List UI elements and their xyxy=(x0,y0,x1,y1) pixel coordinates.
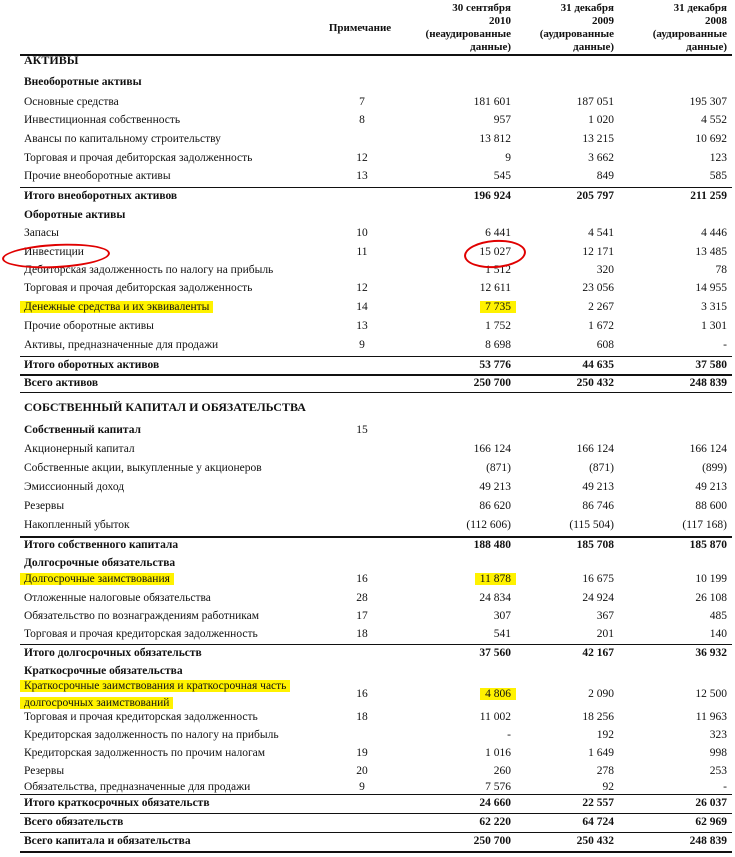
cell-value-2008: 14 955 xyxy=(695,282,727,294)
cell-note: 14 xyxy=(356,301,368,313)
cell-note: 10 xyxy=(356,227,368,239)
row-label xyxy=(24,678,290,712)
highlight-marker: 4 806 xyxy=(480,688,516,700)
cell-value-2009: 2 090 xyxy=(588,688,614,700)
cell-value-2010: 24 660 xyxy=(479,797,511,809)
table-row-capex-adv xyxy=(0,131,735,148)
cell-value-2008: 37 580 xyxy=(695,359,727,371)
table-row-deferred-tax xyxy=(0,590,735,607)
row-label: Накопленный убыток xyxy=(24,519,130,531)
table-row-held-for-sale xyxy=(0,337,735,354)
cell-value-2009: 22 557 xyxy=(582,797,614,809)
cell-value-2009: 4 541 xyxy=(588,227,614,239)
row-label: Итого внеоборотных активов xyxy=(24,190,178,202)
table-row-total-stl xyxy=(0,795,735,812)
table-row-income-tax-pay xyxy=(0,727,735,744)
cell-value-2009: 205 797 xyxy=(576,190,614,202)
table-row-investments xyxy=(0,244,735,261)
cell-value-2008: 36 932 xyxy=(695,647,727,659)
cell-value-2010: (112 606) xyxy=(466,519,511,531)
cell-value-2009: 278 xyxy=(596,765,614,777)
cell-value-2008: 49 213 xyxy=(695,481,727,493)
row-label: Кредиторская задолженность по прочим налогам xyxy=(24,747,266,759)
cell-value-2009: 13 215 xyxy=(582,133,614,145)
table-row-other-tax-pay xyxy=(0,745,735,762)
cell-note: 15 xyxy=(356,424,368,436)
row-label: Активы, предназначенные для продажи xyxy=(24,339,219,351)
table-row-lt-borrowings xyxy=(0,571,735,588)
cell-value-2008: 185 870 xyxy=(689,539,727,551)
row-label: Прочие оборотные активы xyxy=(24,320,154,332)
row-label: Торговая и прочая дебиторская задолженность xyxy=(24,282,253,294)
table-row-acc-loss xyxy=(0,517,735,534)
cell-value-2010 xyxy=(475,571,516,588)
cell-value-2008: 998 xyxy=(709,747,727,759)
row-label: Отложенные налоговые обязательства xyxy=(24,592,211,604)
cell-value-2010: 11 002 xyxy=(479,711,511,723)
table-row-share-premium xyxy=(0,479,735,496)
cell-value-2008: 585 xyxy=(709,170,727,182)
row-label: СОБСТВЕННЫЙ КАПИТАЛ И ОБЯЗАТЕЛЬСТВА xyxy=(24,400,306,414)
row-label: Резервы xyxy=(24,765,65,777)
row-label: Торговая и прочая кредиторская задолженность xyxy=(24,628,258,640)
table-row-current-assets xyxy=(0,207,735,224)
cell-value-2010: (871) xyxy=(486,462,511,474)
table-row-provisions xyxy=(0,763,735,780)
cell-value-2009: 367 xyxy=(596,610,614,622)
cell-value-2008: 3 315 xyxy=(701,301,727,313)
cell-value-2009: 24 924 xyxy=(582,592,614,604)
cell-value-2008: 12 500 xyxy=(695,688,727,700)
row-label: Кредиторская задолженность по налогу на прибыль xyxy=(24,729,279,741)
row-label: Обязательства, предназначенные для продажи xyxy=(24,781,251,793)
table-row-other-ca xyxy=(0,318,735,335)
row-label: Торговая и прочая кредиторская задолженность xyxy=(24,711,258,723)
cell-value-2010: 15 027 xyxy=(479,246,511,258)
cell-value-2008: 78 xyxy=(715,264,727,276)
row-label: Прочие внеоборотные активы xyxy=(24,170,171,182)
row-label: Всего обязательств xyxy=(24,816,124,828)
table-row-treasury xyxy=(0,460,735,477)
row-label: Обязательство по вознаграждениям работникам xyxy=(24,610,260,622)
row-label: Эмиссионный доход xyxy=(24,481,125,493)
cell-note: 17 xyxy=(356,610,368,622)
cell-value-2008: 211 259 xyxy=(690,190,727,202)
table-row-equity xyxy=(0,422,735,439)
table-row-total-ca xyxy=(0,357,735,374)
cell-value-2010: 957 xyxy=(493,114,511,126)
highlight-marker: Денежные средства и их эквиваленты xyxy=(20,301,213,313)
cell-value-2009: 250 432 xyxy=(576,835,614,847)
cell-value-2010: 86 620 xyxy=(479,500,511,512)
cell-value-2010: 9 xyxy=(505,152,511,164)
row-label: Основные средства xyxy=(24,96,119,108)
cell-value-2008: 485 xyxy=(709,610,727,622)
cell-value-2008: 140 xyxy=(709,628,727,640)
cell-value-2010: 24 834 xyxy=(479,592,511,604)
cell-note: 28 xyxy=(356,592,368,604)
row-label: Резервы xyxy=(24,500,65,512)
highlight-marker: долгосрочных заимствований xyxy=(20,697,173,709)
row-label: Итого оборотных активов xyxy=(24,359,160,371)
row-label xyxy=(24,571,174,588)
cell-note: 18 xyxy=(356,711,368,723)
header-col-2008: 31 декабря 2008 (аудированные данные) xyxy=(652,2,727,53)
row-label: Итого краткосрочных обязательств xyxy=(24,797,210,809)
header-note: Примечание xyxy=(328,22,392,34)
table-row-total-eq-liab xyxy=(0,833,735,850)
cell-value-2009: 608 xyxy=(596,339,614,351)
cell-value-2009: 2 267 xyxy=(588,301,614,313)
highlight-marker: 11 878 xyxy=(475,573,516,585)
table-row-other-nca xyxy=(0,168,735,185)
table-row-employee-oblig xyxy=(0,608,735,625)
cell-value-2009: 92 xyxy=(602,781,614,793)
cell-note: 16 xyxy=(356,688,368,700)
row-label: Всего капитала и обязательства xyxy=(24,835,191,847)
cell-note: 7 xyxy=(359,96,365,108)
cell-value-2009: 1 672 xyxy=(588,320,614,332)
header-col-2009: 31 декабря 2009 (аудированные данные) xyxy=(539,2,614,53)
cell-value-2010: 196 924 xyxy=(473,190,511,202)
cell-value-2010: 62 220 xyxy=(479,816,511,828)
divider xyxy=(20,392,732,393)
row-label: Дебиторская задолженность по налогу на прибыль xyxy=(24,264,274,276)
cell-value-2008: 4 446 xyxy=(701,227,727,239)
table-row-inv-property xyxy=(0,112,735,129)
cell-value-2009: 42 167 xyxy=(582,647,614,659)
cell-value-2010: 12 611 xyxy=(479,282,511,294)
table-row-total-nca xyxy=(0,188,735,205)
table-row-trade-rec xyxy=(0,280,735,297)
cell-value-2009: 49 213 xyxy=(582,481,614,493)
table-row-lt-liab xyxy=(0,555,735,572)
cell-note: 13 xyxy=(356,170,368,182)
table-row-total-ltl xyxy=(0,645,735,662)
cell-value-2009: 250 432 xyxy=(576,377,614,389)
row-label: Инвестиционная собственность xyxy=(24,114,181,126)
cell-value-2010: 307 xyxy=(493,610,511,622)
cell-note: 12 xyxy=(356,282,368,294)
cell-note: 18 xyxy=(356,628,368,640)
cell-value-2010: 8 698 xyxy=(485,339,511,351)
table-row-inventories xyxy=(0,225,735,242)
divider xyxy=(20,851,732,853)
cell-value-2009: 23 056 xyxy=(582,282,614,294)
cell-note: 20 xyxy=(356,765,368,777)
cell-value-2009: (115 504) xyxy=(569,519,614,531)
cell-value-2010 xyxy=(480,686,516,703)
row-label: Итого собственного капитала xyxy=(24,539,179,551)
row-label: Итого долгосрочных обязательств xyxy=(24,647,202,659)
cell-value-2009: 185 708 xyxy=(576,539,614,551)
cell-value-2008: 4 552 xyxy=(701,114,727,126)
cell-value-2010: - xyxy=(507,729,511,741)
table-row-noncurrent-assets xyxy=(0,74,735,91)
cell-value-2008: 13 485 xyxy=(695,246,727,258)
row-label: Акционерный капитал xyxy=(24,443,135,455)
cell-value-2010: 260 xyxy=(493,765,511,777)
cell-value-2010: 13 812 xyxy=(479,133,511,145)
cell-value-2010: 49 213 xyxy=(479,481,511,493)
header-col-2010: 30 сентября 2010 (неаудированные данные) xyxy=(425,2,511,53)
cell-value-2009: 86 746 xyxy=(582,500,614,512)
cell-value-2010: 6 441 xyxy=(485,227,511,239)
cell-value-2009: 187 051 xyxy=(576,96,614,108)
cell-value-2008: 166 124 xyxy=(689,443,727,455)
cell-value-2010: 250 700 xyxy=(473,835,511,847)
cell-value-2009: 166 124 xyxy=(576,443,614,455)
table-row-total-liab xyxy=(0,814,735,831)
table-row-assets xyxy=(0,52,735,69)
row-label: Собственные акции, выкупленные у акционеров xyxy=(24,462,262,474)
cell-value-2008: 26 108 xyxy=(695,592,727,604)
cell-note: 9 xyxy=(359,339,365,351)
cell-value-2009: 201 xyxy=(596,628,614,640)
cell-value-2010: 545 xyxy=(493,170,511,182)
table-row-share-capital xyxy=(0,441,735,458)
cell-value-2008: 248 839 xyxy=(689,377,727,389)
row-label: Краткосрочные обязательства xyxy=(24,665,183,677)
cell-value-2010: 250 700 xyxy=(473,377,511,389)
row-label: Всего активов xyxy=(24,377,99,389)
cell-value-2010: 181 601 xyxy=(473,96,511,108)
cell-value-2009: 64 724 xyxy=(582,816,614,828)
cell-value-2010 xyxy=(480,299,516,316)
cell-value-2009: 192 xyxy=(596,729,614,741)
cell-value-2008: 10 692 xyxy=(695,133,727,145)
cell-value-2010: 1 752 xyxy=(485,320,511,332)
row-label: Долгосрочные обязательства xyxy=(24,557,176,569)
table-row-total-assets xyxy=(0,375,735,392)
cell-note: 19 xyxy=(356,747,368,759)
table-row-cash xyxy=(0,299,735,316)
table-row-equity-liab xyxy=(0,399,735,416)
cell-value-2010: 37 560 xyxy=(479,647,511,659)
row-label: Внеоборотные активы xyxy=(24,76,142,88)
cell-note: 8 xyxy=(359,114,365,126)
cell-value-2009: 16 675 xyxy=(582,573,614,585)
cell-value-2009: 320 xyxy=(596,264,614,276)
cell-value-2009: 12 171 xyxy=(582,246,614,258)
row-label: Авансы по капитальному строительству xyxy=(24,133,221,145)
highlight-marker: Долгосрочные заимствования xyxy=(20,573,174,585)
row-label xyxy=(24,299,213,316)
highlight-marker: 7 735 xyxy=(480,301,516,313)
cell-note: 13 xyxy=(356,320,368,332)
row-label: Инвестиции xyxy=(24,246,84,258)
table-row-liab-held-sale xyxy=(0,779,735,796)
cell-value-2008: 11 963 xyxy=(695,711,727,723)
cell-value-2008: 123 xyxy=(709,152,727,164)
table-row-trade-pay-lt xyxy=(0,626,735,643)
cell-value-2009: 1 020 xyxy=(588,114,614,126)
cell-value-2008: (117 168) xyxy=(682,519,727,531)
cell-value-2008: 195 307 xyxy=(689,96,727,108)
cell-value-2008: 253 xyxy=(709,765,727,777)
table-row-reserves xyxy=(0,498,735,515)
cell-value-2008: 1 301 xyxy=(701,320,727,332)
cell-value-2008: 248 839 xyxy=(689,835,727,847)
cell-value-2009: 18 256 xyxy=(582,711,614,723)
highlight-marker: Краткосрочные заимствования и краткосрочная часть xyxy=(20,680,290,692)
table-row-total-equity xyxy=(0,537,735,554)
cell-value-2010: 188 480 xyxy=(473,539,511,551)
cell-value-2010: 1 512 xyxy=(485,264,511,276)
cell-value-2010: 166 124 xyxy=(473,443,511,455)
cell-note: 9 xyxy=(359,781,365,793)
row-label: АКТИВЫ xyxy=(24,53,79,67)
table-row-trade-pay xyxy=(0,709,735,726)
cell-value-2008: - xyxy=(723,781,727,793)
cell-value-2008: 323 xyxy=(709,729,727,741)
row-label: Собственный капитал xyxy=(24,424,141,436)
cell-value-2010: 541 xyxy=(493,628,511,640)
cell-value-2009: 3 662 xyxy=(588,152,614,164)
cell-note: 16 xyxy=(356,573,368,585)
cell-note: 11 xyxy=(356,246,368,258)
table-row-ppe xyxy=(0,94,735,111)
row-label: Оборотные активы xyxy=(24,209,126,221)
cell-value-2009: 849 xyxy=(596,170,614,182)
table-row-income-tax-rec xyxy=(0,262,735,279)
table-row-trade-rec-lt xyxy=(0,150,735,167)
row-label: Запасы xyxy=(24,227,59,239)
cell-value-2008: 10 199 xyxy=(695,573,727,585)
cell-value-2008: - xyxy=(723,339,727,351)
cell-value-2008: 62 969 xyxy=(695,816,727,828)
cell-value-2010: 1 016 xyxy=(485,747,511,759)
cell-value-2008: (899) xyxy=(702,462,727,474)
cell-value-2008: 26 037 xyxy=(695,797,727,809)
cell-note: 12 xyxy=(356,152,368,164)
row-label: Торговая и прочая дебиторская задолженность xyxy=(24,152,253,164)
cell-value-2010: 7 576 xyxy=(485,781,511,793)
cell-value-2008: 88 600 xyxy=(695,500,727,512)
cell-value-2009: 44 635 xyxy=(582,359,614,371)
cell-value-2010: 53 776 xyxy=(479,359,511,371)
cell-value-2009: 1 649 xyxy=(588,747,614,759)
cell-value-2009: (871) xyxy=(589,462,614,474)
